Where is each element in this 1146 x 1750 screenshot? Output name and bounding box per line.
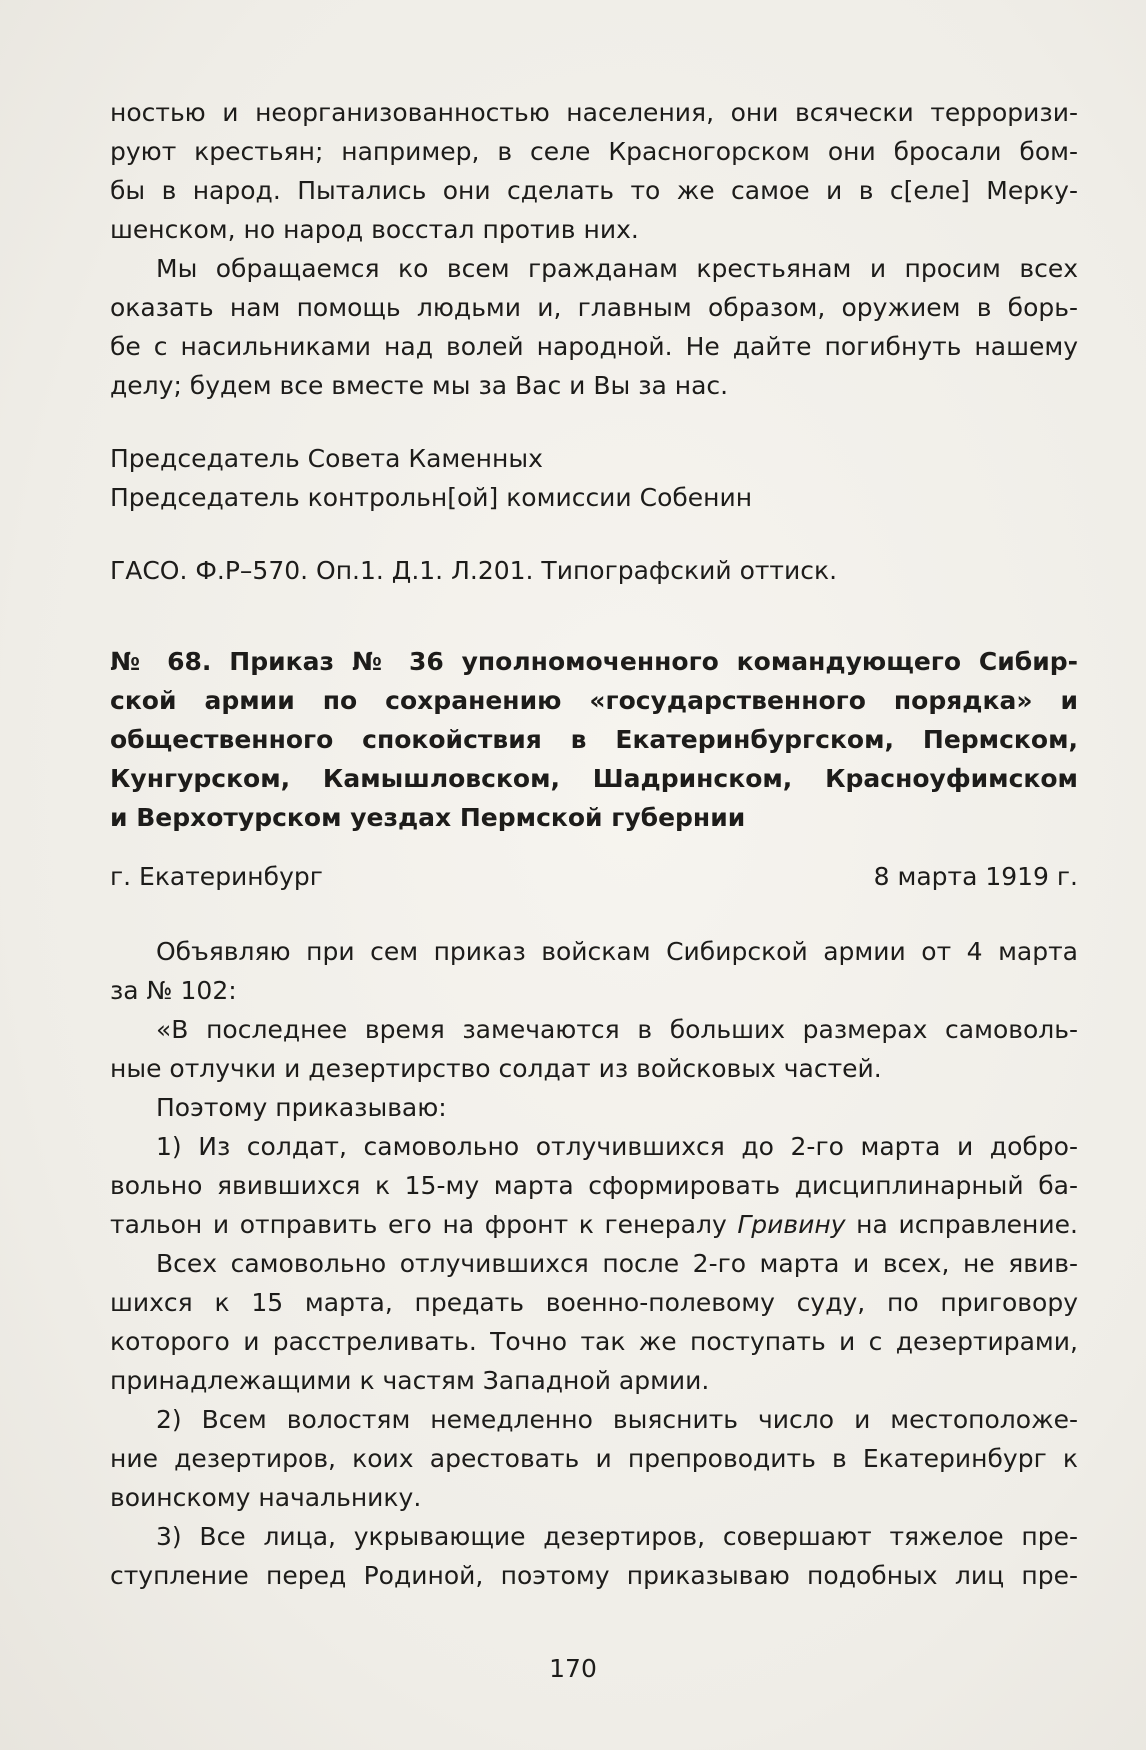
place-date-row: [110, 857, 1078, 896]
paragraph-5: Поэтому приказываю:: [156, 1093, 447, 1122]
list-item-2: [110, 1400, 1078, 1517]
date: 8 марта 1919 г.: [873, 862, 1078, 891]
text-line: Всех самовольно отлучившихся после 2-го марта и всех, не явив-: [156, 1249, 1078, 1278]
text-line: которого и расстреливать. Точно так же поступать и с дезертирами,: [110, 1327, 1078, 1356]
text-line: ностью и неорганизованностью населения, они всячески терроризи-: [110, 98, 1078, 127]
page-number: 170: [549, 1654, 597, 1683]
text-line: «В последнее время замечаются в больших размерах самоволь-: [156, 1015, 1078, 1044]
text-line: Мы обращаемся ко всем гражданам крестьянам и просим всех: [156, 254, 1078, 283]
signature-line: Председатель Совета Каменных: [110, 444, 543, 473]
paragraph-1: [110, 93, 1078, 249]
paragraph-3: [110, 932, 1078, 1010]
text-line: воинскому начальнику.: [110, 1483, 422, 1512]
paragraph-6: [110, 1244, 1078, 1400]
text-line: 1) Из солдат, самовольно отлучившихся до 2-го марта и добро-: [156, 1132, 1078, 1161]
signature-line: Председатель контрольн[ой] комиссии Собенин: [110, 483, 753, 512]
heading-line: ской армии по сохранению «государственного порядка» и: [110, 686, 1078, 715]
text-line: делу; будем все вместе мы за Вас и Вы за нас.: [110, 371, 729, 400]
document-text: [110, 93, 1078, 1595]
text-span: на исправление.: [845, 1210, 1078, 1239]
heading-line: общественного спокойствия в Екатеринбургском, Пермском,: [110, 725, 1078, 754]
document-heading: [110, 642, 1078, 837]
text-line: шихся к 15 марта, предать военно-полевому суду, по приговору: [110, 1288, 1078, 1317]
source-reference: ГАСО. Ф.Р–570. Оп.1. Д.1. Л.201. Типографский оттиск.: [110, 556, 838, 585]
heading-line: № 68. Приказ № 36 уполномоченного командующего Сибир-: [110, 647, 1078, 676]
text-line: [110, 1205, 1078, 1244]
text-line: вольно явившихся к 15-му марта сформировать дисциплинарный ба-: [110, 1171, 1078, 1200]
paragraph-4: [110, 1010, 1078, 1088]
text-line: 3) Все лица, укрывающие дезертиров, совершают тяжелое пре-: [156, 1522, 1078, 1551]
signature-block: [110, 439, 1078, 517]
text-line: Объявляю при сем приказ войскам Сибирской армии от 4 марта: [156, 937, 1078, 966]
text-line: бы в народ. Пытались они сделать то же самое и в с[еле] Мерку-: [110, 176, 1078, 205]
heading-line: Кунгурском, Камышловском, Шадринском, Красноуфимском: [110, 764, 1078, 793]
text-span: тальон и отправить его на фронт к генералу: [110, 1210, 738, 1239]
text-line: ние дезертиров, коих арестовать и препроводить в Екатеринбург к: [110, 1444, 1078, 1473]
text-line: оказать нам помощь людьми и, главным образом, оружием в борь-: [110, 293, 1078, 322]
text-line: руют крестьян; например, в селе Красногорском они бросали бом-: [110, 137, 1078, 166]
list-item-1: [110, 1127, 1078, 1244]
text-line: ступление перед Родиной, поэтому приказываю подобных лиц пре-: [110, 1561, 1078, 1590]
general-name: Гривину: [737, 1210, 846, 1239]
heading-line: и Верхотурском уездах Пермской губернии: [110, 803, 746, 832]
text-line: бе с насильниками над волей народной. Не дайте погибнуть нашему: [110, 332, 1078, 361]
text-line: 2) Всем волостям немедленно выяснить число и местоположе-: [156, 1405, 1078, 1434]
text-line: шенском, но народ восстал против них.: [110, 215, 639, 244]
text-line: ные отлучки и дезертирство солдат из войсковых частей.: [110, 1054, 882, 1083]
list-item-3: [110, 1517, 1078, 1595]
place: г. Екатеринбург: [110, 862, 323, 891]
text-line: принадлежащими к частям Западной армии.: [110, 1366, 710, 1395]
paragraph-2: [110, 249, 1078, 405]
text-line: за № 102:: [110, 976, 237, 1005]
